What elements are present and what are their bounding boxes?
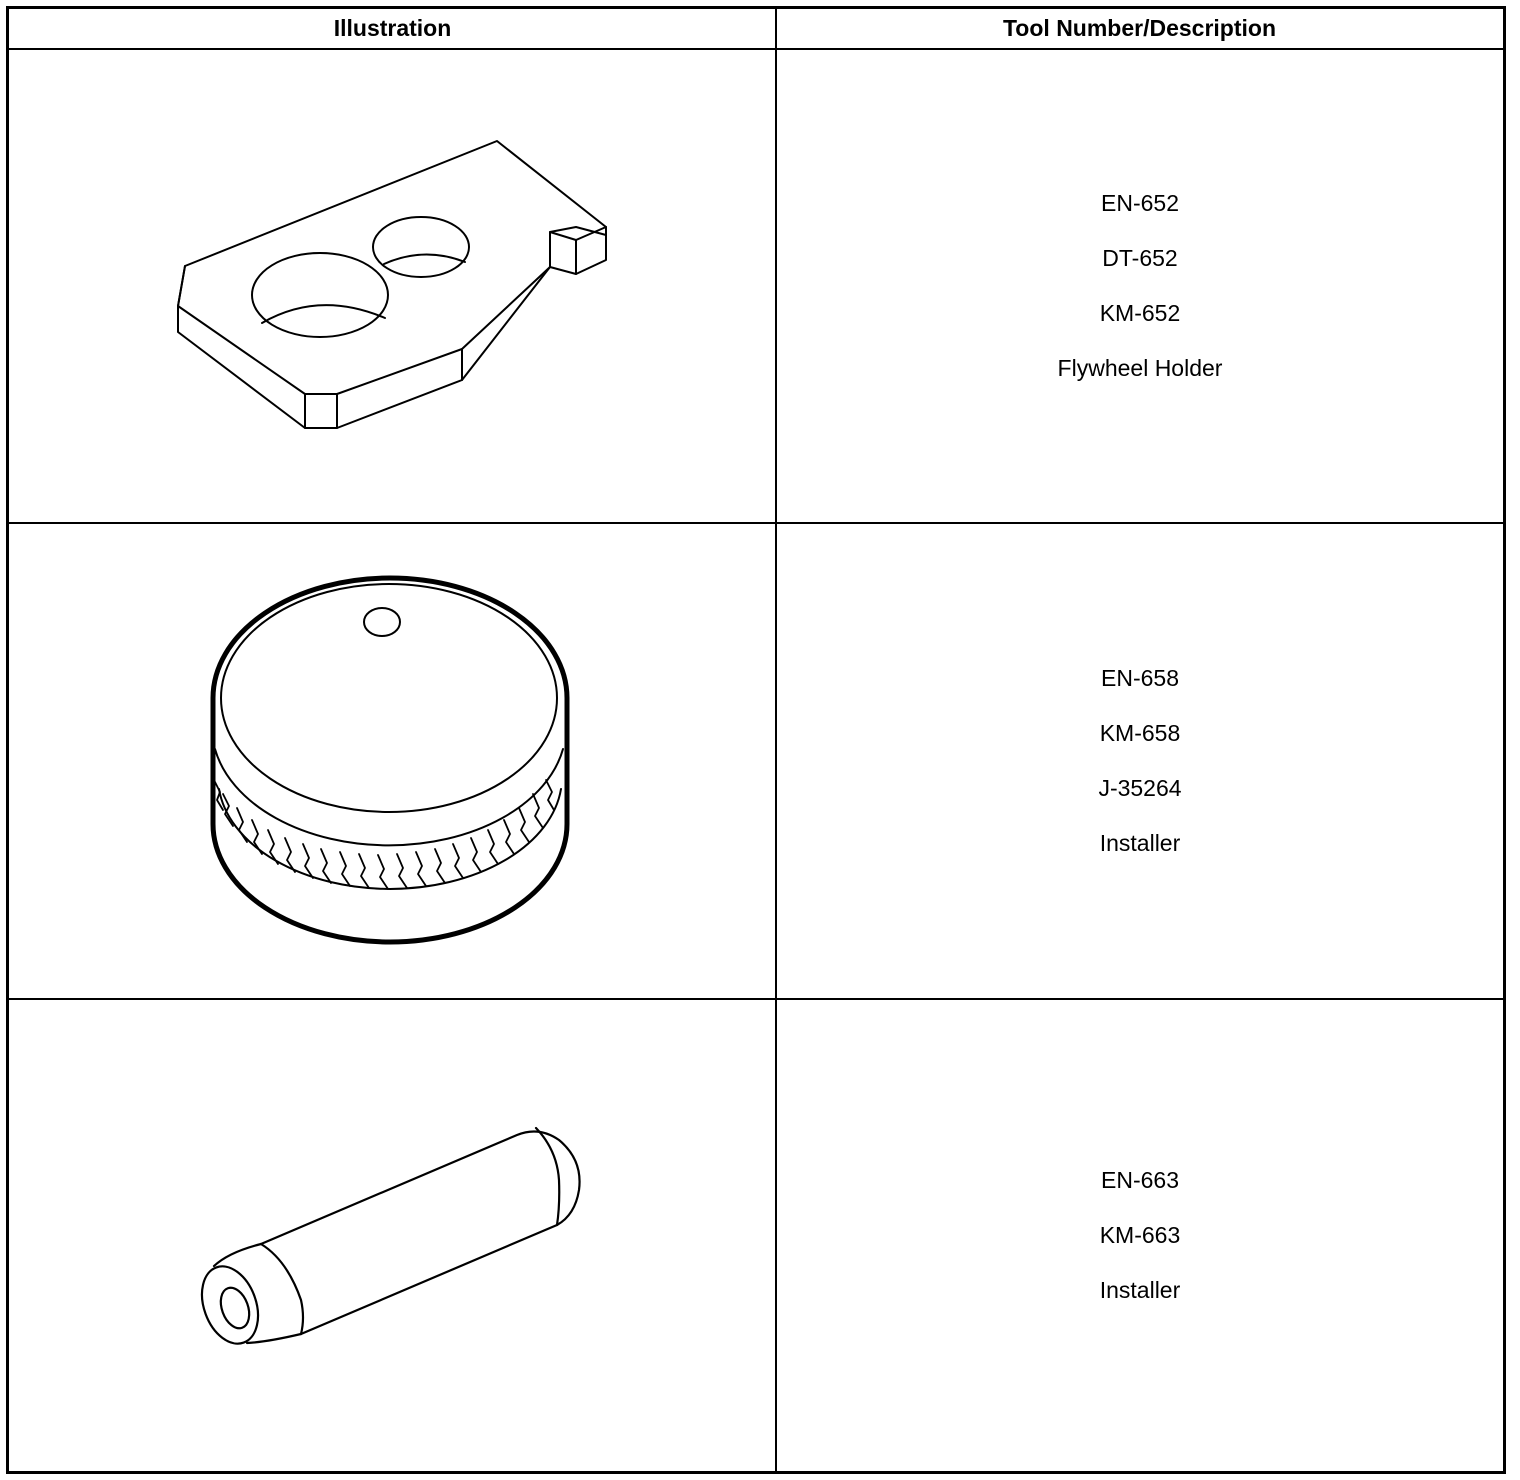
table-row bbox=[9, 1000, 1503, 1471]
cylindrical-installer-icon bbox=[9, 1000, 775, 1471]
tool-number: EN-652 bbox=[1101, 190, 1179, 216]
tool-description: Installer bbox=[1099, 830, 1181, 856]
knurled-installer-icon bbox=[9, 524, 775, 998]
tool-description: Installer bbox=[1099, 1277, 1181, 1303]
illustration-cell bbox=[9, 524, 775, 998]
tool-number: J-35264 bbox=[1098, 775, 1182, 801]
tool-description-cell bbox=[777, 524, 1503, 998]
tool-number: EN-663 bbox=[1101, 1167, 1179, 1193]
tool-number: EN-658 bbox=[1101, 665, 1179, 691]
illustration-cell bbox=[9, 50, 775, 522]
table-row bbox=[9, 524, 1503, 998]
tool-description: Flywheel Holder bbox=[1057, 355, 1223, 381]
tool-description-cell bbox=[777, 1000, 1503, 1471]
header-illustration: Illustration bbox=[9, 9, 776, 50]
header-tool-description: Tool Number/Description bbox=[776, 9, 1503, 50]
tool-number: DT-652 bbox=[1102, 245, 1178, 271]
tool-number: KM-658 bbox=[1099, 720, 1181, 746]
tool-description-cell bbox=[777, 50, 1503, 522]
illustration-cell bbox=[9, 1000, 775, 1471]
tool-number: KM-652 bbox=[1099, 300, 1181, 326]
table-row bbox=[9, 50, 1503, 522]
special-tools-table bbox=[6, 6, 1506, 1474]
tool-number: KM-663 bbox=[1099, 1222, 1181, 1248]
flywheel-holder-icon bbox=[9, 50, 775, 522]
